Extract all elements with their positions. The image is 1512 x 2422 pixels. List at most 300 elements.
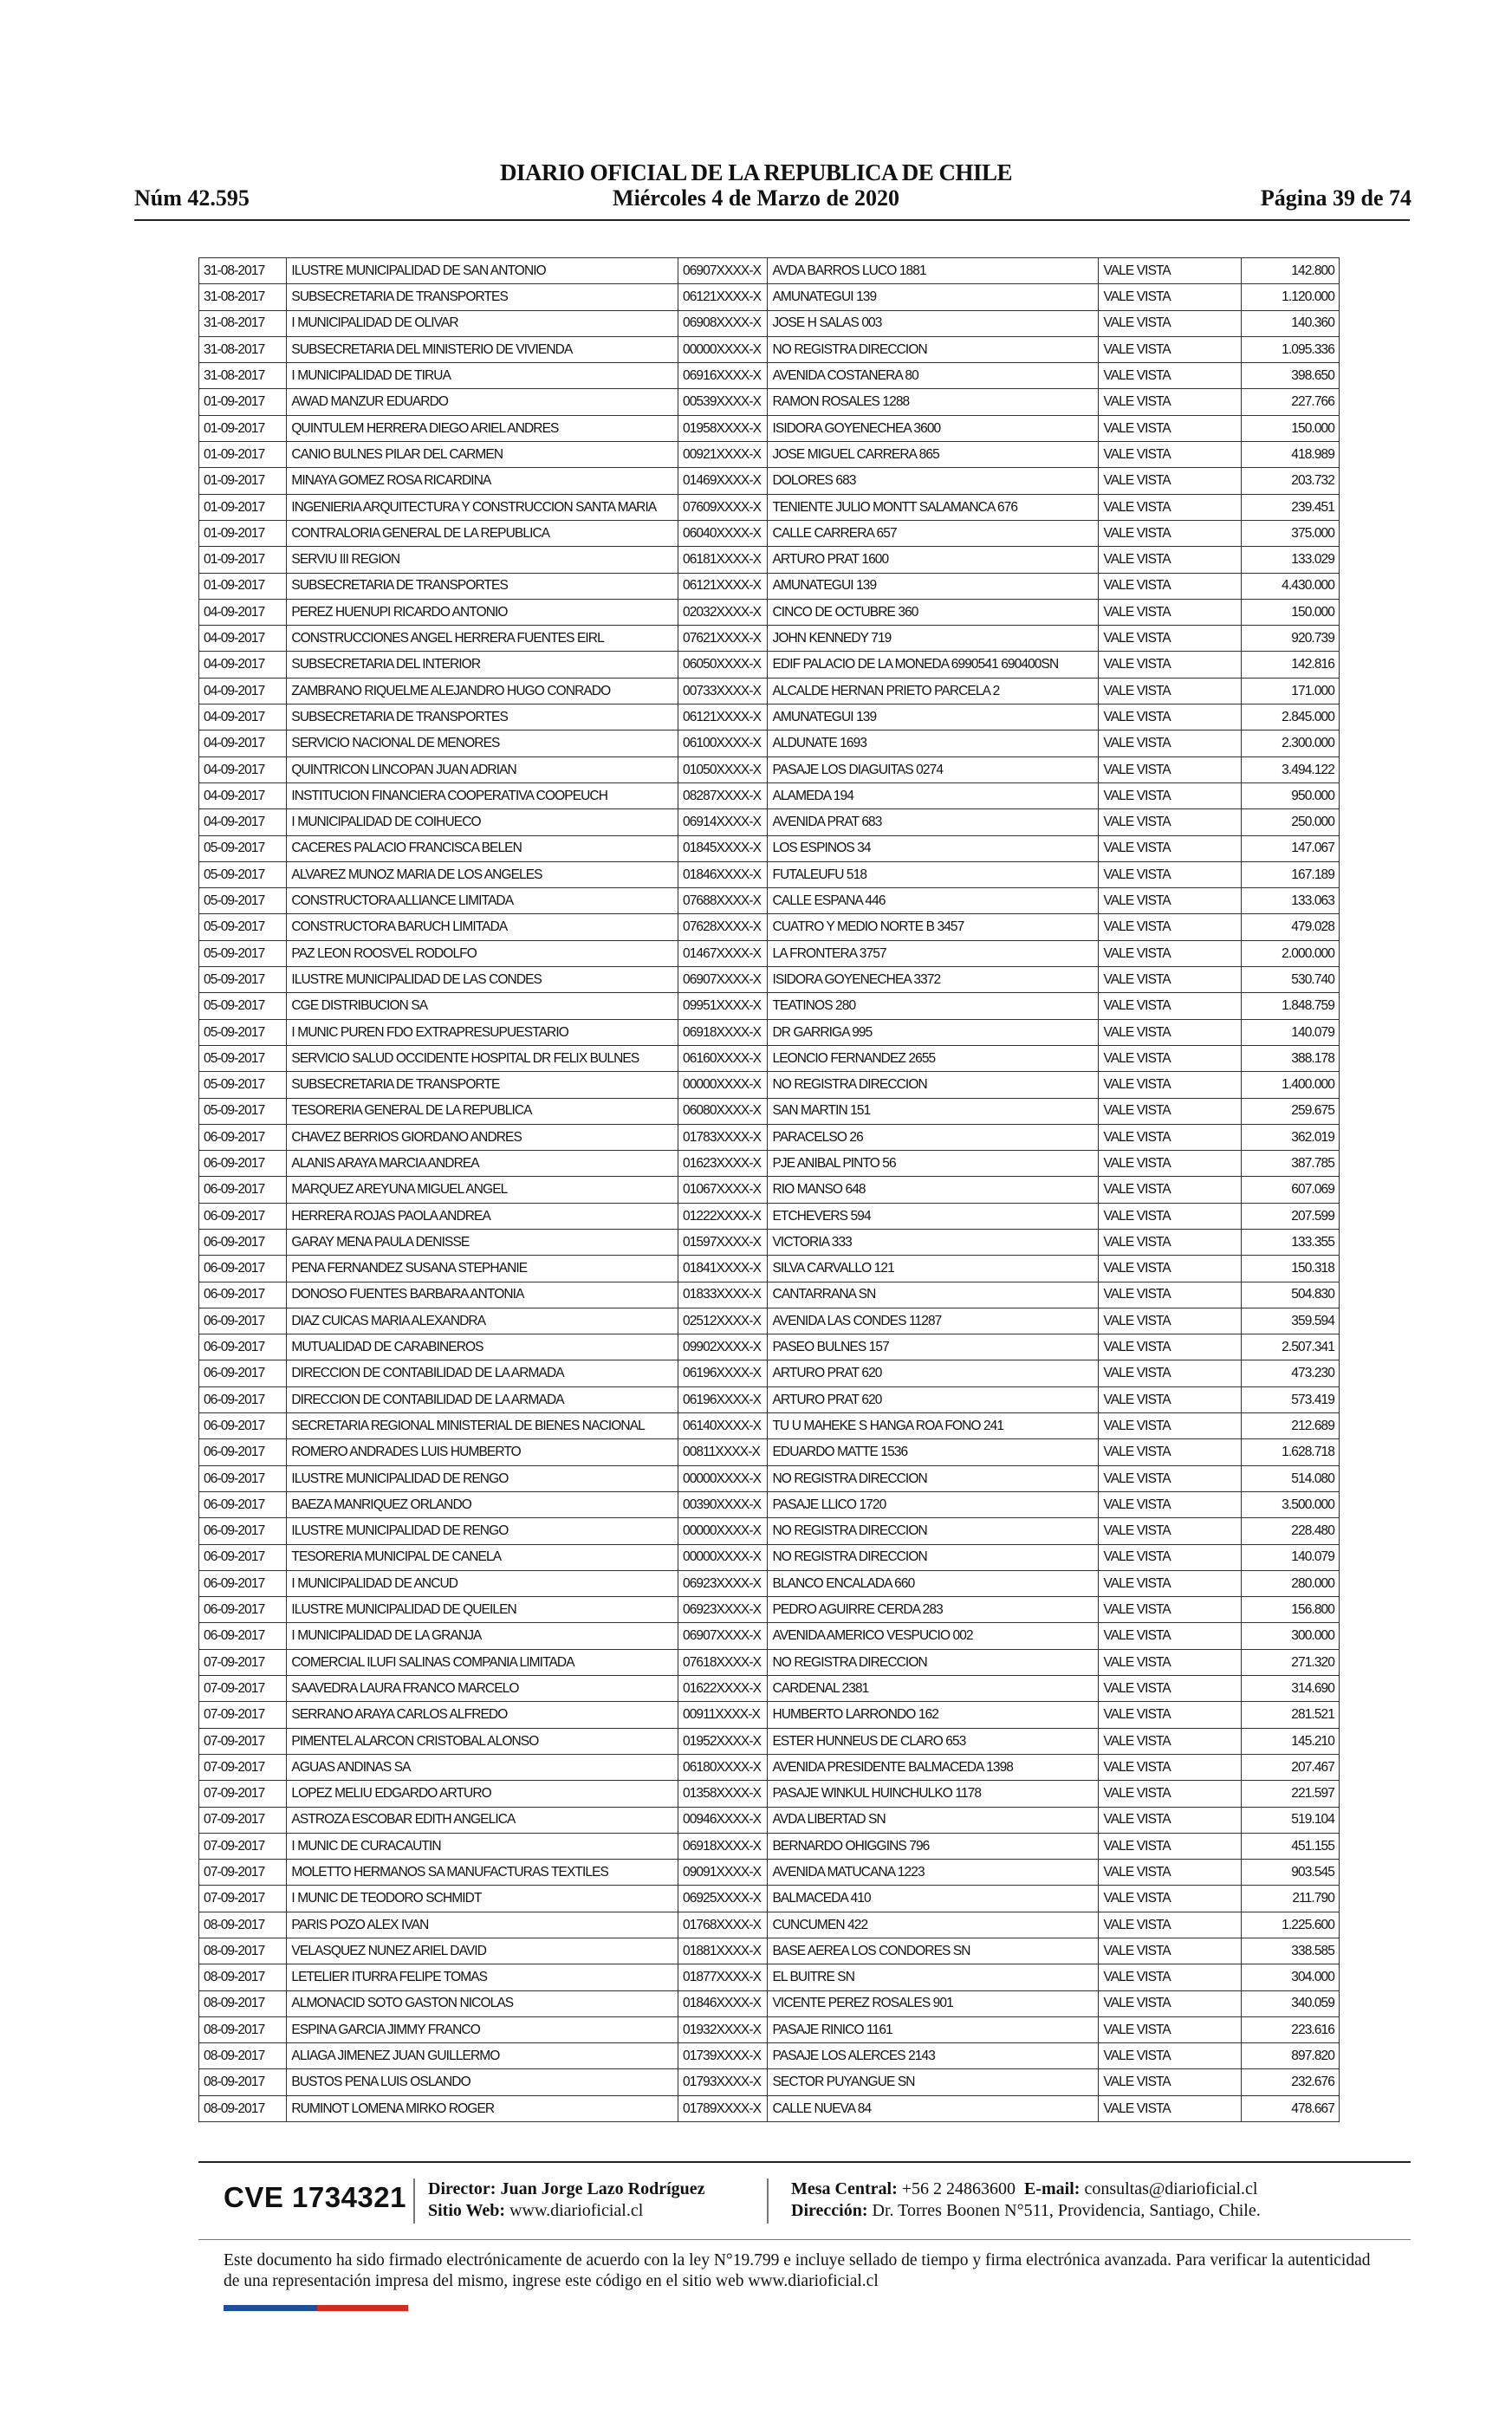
table-row <box>199 442 1340 468</box>
row-amount: 133.355 <box>1242 1229 1340 1255</box>
row-address: AVENIDA PRAT 683 <box>768 809 1099 835</box>
table-row <box>199 1754 1340 1780</box>
row-name: SUBSECRETARIA DE TRANSPORTE <box>287 1072 678 1098</box>
row-date: 01-09-2017 <box>199 573 287 599</box>
row-document-type: VALE VISTA <box>1099 1990 1242 2016</box>
row-amount: 304.000 <box>1242 1964 1340 1990</box>
table-row <box>199 494 1340 520</box>
row-rut: 01877XXXX-X <box>678 1964 767 1990</box>
row-date: 05-09-2017 <box>199 967 287 993</box>
row-amount: 150.000 <box>1242 415 1340 441</box>
row-date: 07-09-2017 <box>199 1807 287 1833</box>
row-name: ILUSTRE MUNICIPALIDAD DE SAN ANTONIO <box>287 258 678 284</box>
row-amount: 150.318 <box>1242 1256 1340 1282</box>
row-amount: 223.616 <box>1242 2016 1340 2042</box>
row-document-type: VALE VISTA <box>1099 1360 1242 1386</box>
row-rut: 00000XXXX-X <box>678 336 767 362</box>
row-address: PASAJE LOS DIAGUITAS 0274 <box>768 756 1099 782</box>
row-date: 31-08-2017 <box>199 363 287 389</box>
row-address: CINCO DE OCTUBRE 360 <box>768 599 1099 625</box>
row-amount: 140.079 <box>1242 1019 1340 1045</box>
row-date: 06-09-2017 <box>199 1518 287 1544</box>
table-row <box>199 678 1340 704</box>
row-document-type: VALE VISTA <box>1099 1151 1242 1177</box>
row-address: EDIF PALACIO DE LA MONEDA 6990541 690400SN <box>768 652 1099 678</box>
table-row <box>199 1203 1340 1229</box>
table-row <box>199 967 1340 993</box>
issue-number: Núm 42.595 <box>134 185 250 211</box>
row-rut: 06923XXXX-X <box>678 1597 767 1623</box>
row-document-type: VALE VISTA <box>1099 1518 1242 1544</box>
row-date: 06-09-2017 <box>199 1570 287 1596</box>
row-name: I MUNICIPALIDAD DE ANCUD <box>287 1570 678 1596</box>
table-row <box>199 1544 1340 1570</box>
row-document-type: VALE VISTA <box>1099 1597 1242 1623</box>
row-address: ESTER HUNNEUS DE CLARO 653 <box>768 1728 1099 1754</box>
row-document-type: VALE VISTA <box>1099 1439 1242 1465</box>
row-amount: 375.000 <box>1242 520 1340 546</box>
row-name: VELASQUEZ NUNEZ ARIEL DAVID <box>287 1938 678 1964</box>
table-row <box>199 1623 1340 1649</box>
row-rut: 01845XXXX-X <box>678 835 767 861</box>
row-rut: 00921XXXX-X <box>678 442 767 468</box>
row-rut: 01358XXXX-X <box>678 1781 767 1807</box>
row-document-type: VALE VISTA <box>1099 599 1242 625</box>
row-name: ILUSTRE MUNICIPALIDAD DE RENGO <box>287 1518 678 1544</box>
row-rut: 01846XXXX-X <box>678 861 767 887</box>
row-rut: 06916XXXX-X <box>678 363 767 389</box>
row-rut: 06080XXXX-X <box>678 1098 767 1124</box>
row-date: 04-09-2017 <box>199 730 287 756</box>
row-name: HERRERA ROJAS PAOLA ANDREA <box>287 1203 678 1229</box>
row-name: RUMINOT LOMENA MIRKO ROGER <box>287 2095 678 2121</box>
row-name: SECRETARIA REGIONAL MINISTERIAL DE BIENES NACIONAL <box>287 1413 678 1439</box>
row-address: RIO MANSO 648 <box>768 1177 1099 1203</box>
row-rut: 06140XXXX-X <box>678 1413 767 1439</box>
row-rut: 06918XXXX-X <box>678 1833 767 1859</box>
row-amount: 504.830 <box>1242 1282 1340 1308</box>
row-rut: 01739XXXX-X <box>678 2043 767 2069</box>
row-amount: 239.451 <box>1242 494 1340 520</box>
row-date: 05-09-2017 <box>199 993 287 1019</box>
row-rut: 01067XXXX-X <box>678 1177 767 1203</box>
row-address: ALCALDE HERNAN PRIETO PARCELA 2 <box>768 678 1099 704</box>
row-address: AMUNATEGUI 139 <box>768 573 1099 599</box>
row-document-type: VALE VISTA <box>1099 547 1242 573</box>
table-row <box>199 1045 1340 1071</box>
row-document-type: VALE VISTA <box>1099 1781 1242 1807</box>
table-row <box>199 363 1340 389</box>
row-rut: 01881XXXX-X <box>678 1938 767 1964</box>
table-row <box>199 914 1340 940</box>
row-address: SAN MARTIN 151 <box>768 1098 1099 1124</box>
row-document-type: VALE VISTA <box>1099 1833 1242 1859</box>
row-name: SERVIU III REGION <box>287 547 678 573</box>
row-date: 06-09-2017 <box>199 1203 287 1229</box>
row-address: AVENIDA MATUCANA 1223 <box>768 1860 1099 1886</box>
row-date: 31-08-2017 <box>199 310 287 336</box>
row-document-type: VALE VISTA <box>1099 1728 1242 1754</box>
flag-stripe-blue <box>224 2305 317 2311</box>
email-link[interactable]: consultas@diarioficial.cl <box>1084 2179 1258 2198</box>
row-address: CALLE NUEVA 84 <box>768 2095 1099 2121</box>
row-name: QUINTULEM HERRERA DIEGO ARIEL ANDRES <box>287 415 678 441</box>
row-document-type: VALE VISTA <box>1099 468 1242 494</box>
row-address: HUMBERTO LARRONDO 162 <box>768 1702 1099 1728</box>
row-address: AVENIDA AMERICO VESPUCIO 002 <box>768 1623 1099 1649</box>
row-name: I MUNICIPALIDAD DE LA GRANJA <box>287 1623 678 1649</box>
row-document-type: VALE VISTA <box>1099 1229 1242 1255</box>
row-name: QUINTRICON LINCOPAN JUAN ADRIAN <box>287 756 678 782</box>
row-date: 01-09-2017 <box>199 520 287 546</box>
row-document-type: VALE VISTA <box>1099 1308 1242 1334</box>
table-row <box>199 835 1340 861</box>
row-date: 08-09-2017 <box>199 1938 287 1964</box>
row-rut: 01789XXXX-X <box>678 2095 767 2121</box>
row-amount: 1.120.000 <box>1242 284 1340 310</box>
row-document-type: VALE VISTA <box>1099 2016 1242 2042</box>
row-date: 06-09-2017 <box>199 1544 287 1570</box>
row-address: EL BUITRE SN <box>768 1964 1099 1990</box>
row-document-type: VALE VISTA <box>1099 678 1242 704</box>
row-date: 06-09-2017 <box>199 1124 287 1150</box>
row-address: AVENIDA PRESIDENTE BALMACEDA 1398 <box>768 1754 1099 1780</box>
row-address: AVDA BARROS LUCO 1881 <box>768 258 1099 284</box>
table-row <box>199 1360 1340 1386</box>
row-rut: 06196XXXX-X <box>678 1386 767 1412</box>
row-date: 04-09-2017 <box>199 756 287 782</box>
row-amount: 140.360 <box>1242 310 1340 336</box>
row-name: CONSTRUCCIONES ANGEL HERRERA FUENTES EIRL <box>287 626 678 652</box>
row-amount: 2.507.341 <box>1242 1334 1340 1360</box>
table-row <box>199 626 1340 652</box>
row-name: SUBSECRETARIA DEL INTERIOR <box>287 652 678 678</box>
row-document-type: VALE VISTA <box>1099 1045 1242 1071</box>
row-address: AVDA LIBERTAD SN <box>768 1807 1099 1833</box>
row-date: 04-09-2017 <box>199 626 287 652</box>
row-rut: 07621XXXX-X <box>678 626 767 652</box>
row-rut: 01622XXXX-X <box>678 1676 767 1702</box>
row-name: ALIAGA JIMENEZ JUAN GUILLERMO <box>287 2043 678 2069</box>
row-document-type: VALE VISTA <box>1099 284 1242 310</box>
table-row <box>199 573 1340 599</box>
row-name: MOLETTO HERMANOS SA MANUFACTURAS TEXTILES <box>287 1860 678 1886</box>
row-name: BUSTOS PENA LUIS OSLANDO <box>287 2069 678 2095</box>
row-rut: 00000XXXX-X <box>678 1072 767 1098</box>
row-name: PAZ LEON ROOSVEL RODOLFO <box>287 940 678 966</box>
row-rut: 02512XXXX-X <box>678 1308 767 1334</box>
row-name: DONOSO FUENTES BARBARA ANTONIA <box>287 1282 678 1308</box>
table-row <box>199 1807 1340 1833</box>
row-name: I MUNICIPALIDAD DE COIHUECO <box>287 809 678 835</box>
row-document-type: VALE VISTA <box>1099 1491 1242 1517</box>
row-document-type: VALE VISTA <box>1099 1019 1242 1045</box>
table-row <box>199 809 1340 835</box>
address-label: Dirección: <box>791 2201 868 2220</box>
row-rut: 00811XXXX-X <box>678 1439 767 1465</box>
row-amount: 2.845.000 <box>1242 705 1340 730</box>
table-row <box>199 782 1340 808</box>
row-document-type: VALE VISTA <box>1099 573 1242 599</box>
row-document-type: VALE VISTA <box>1099 520 1242 546</box>
website-link[interactable]: www.diarioficial.cl <box>509 2201 644 2220</box>
row-rut: 00946XXXX-X <box>678 1807 767 1833</box>
table-row <box>199 1229 1340 1255</box>
page-counter: Página 39 de 74 <box>1260 185 1411 211</box>
row-amount: 418.989 <box>1242 442 1340 468</box>
row-address: NO REGISTRA DIRECCION <box>768 1649 1099 1675</box>
row-address: PASEO BULNES 157 <box>768 1334 1099 1360</box>
row-date: 07-09-2017 <box>199 1833 287 1859</box>
row-amount: 211.790 <box>1242 1886 1340 1912</box>
row-amount: 478.667 <box>1242 2095 1340 2121</box>
row-name: ILUSTRE MUNICIPALIDAD DE LAS CONDES <box>287 967 678 993</box>
row-rut: 00000XXXX-X <box>678 1544 767 1570</box>
row-rut: 06040XXXX-X <box>678 520 767 546</box>
row-name: AWAD MANZUR EDUARDO <box>287 389 678 415</box>
row-name: MUTUALIDAD DE CARABINEROS <box>287 1334 678 1360</box>
table-row <box>199 1098 1340 1124</box>
table-row <box>199 599 1340 625</box>
row-date: 05-09-2017 <box>199 1045 287 1071</box>
row-amount: 362.019 <box>1242 1124 1340 1150</box>
row-address: ARTURO PRAT 620 <box>768 1386 1099 1412</box>
row-date: 06-09-2017 <box>199 1282 287 1308</box>
row-date: 05-09-2017 <box>199 914 287 940</box>
row-amount: 473.230 <box>1242 1360 1340 1386</box>
row-date: 06-09-2017 <box>199 1413 287 1439</box>
row-address: SILVA CARVALLO 121 <box>768 1256 1099 1282</box>
row-date: 01-09-2017 <box>199 494 287 520</box>
table-row <box>199 1439 1340 1465</box>
row-address: BALMACEDA 410 <box>768 1886 1099 1912</box>
row-name: I MUNIC DE TEODORO SCHMIDT <box>287 1886 678 1912</box>
row-address: CARDENAL 2381 <box>768 1676 1099 1702</box>
row-rut: 01222XXXX-X <box>678 1203 767 1229</box>
mesa-label: Mesa Central: <box>791 2179 898 2198</box>
table-row <box>199 1649 1340 1675</box>
table-row <box>199 2043 1340 2069</box>
row-rut: 01833XXXX-X <box>678 1282 767 1308</box>
row-date: 04-09-2017 <box>199 599 287 625</box>
row-date: 05-09-2017 <box>199 1019 287 1045</box>
row-rut: 01467XXXX-X <box>678 940 767 966</box>
row-date: 07-09-2017 <box>199 1754 287 1780</box>
row-name: CONTRALORIA GENERAL DE LA REPUBLICA <box>287 520 678 546</box>
row-amount: 1.400.000 <box>1242 1072 1340 1098</box>
row-amount: 3.500.000 <box>1242 1491 1340 1517</box>
row-rut: 01841XXXX-X <box>678 1256 767 1282</box>
director-label: Director: <box>428 2179 496 2198</box>
row-rut: 00911XXXX-X <box>678 1702 767 1728</box>
gazette-title: DIARIO OFICIAL DE LA REPUBLICA DE CHILE <box>499 159 1013 185</box>
row-date: 07-09-2017 <box>199 1676 287 1702</box>
row-name: SUBSECRETARIA DE TRANSPORTES <box>287 284 678 310</box>
row-amount: 203.732 <box>1242 468 1340 494</box>
row-address: TENIENTE JULIO MONTT SALAMANCA 676 <box>768 494 1099 520</box>
table-row <box>199 389 1340 415</box>
row-document-type: VALE VISTA <box>1099 782 1242 808</box>
row-name: INGENIERIA ARQUITECTURA Y CONSTRUCCION SANTA MARIA <box>287 494 678 520</box>
row-address: ALDUNATE 1693 <box>768 730 1099 756</box>
row-document-type: VALE VISTA <box>1099 1570 1242 1596</box>
row-rut: 06907XXXX-X <box>678 258 767 284</box>
table-row <box>199 1597 1340 1623</box>
table-row <box>199 310 1340 336</box>
address-line <box>791 2201 1261 2221</box>
row-amount: 300.000 <box>1242 1623 1340 1649</box>
table-row <box>199 1676 1340 1702</box>
row-date: 06-09-2017 <box>199 1465 287 1491</box>
row-amount: 156.800 <box>1242 1597 1340 1623</box>
table-row <box>199 1912 1340 1938</box>
row-name: ZAMBRANO RIQUELME ALEJANDRO HUGO CONRADO <box>287 678 678 704</box>
row-document-type: VALE VISTA <box>1099 2043 1242 2069</box>
row-document-type: VALE VISTA <box>1099 1544 1242 1570</box>
footer-divider <box>198 2161 1411 2163</box>
table-row <box>199 1491 1340 1517</box>
row-name: SERVICIO NACIONAL DE MENORES <box>287 730 678 756</box>
row-date: 07-09-2017 <box>199 1781 287 1807</box>
row-name: COMERCIAL ILUFI SALINAS COMPANIA LIMITADA <box>287 1649 678 1675</box>
row-rut: 06121XXXX-X <box>678 573 767 599</box>
row-rut: 09951XXXX-X <box>678 993 767 1019</box>
row-date: 08-09-2017 <box>199 1964 287 1990</box>
row-amount: 171.000 <box>1242 678 1340 704</box>
row-document-type: VALE VISTA <box>1099 1702 1242 1728</box>
row-date: 06-09-2017 <box>199 1334 287 1360</box>
row-document-type: VALE VISTA <box>1099 1676 1242 1702</box>
row-address: CALLE ESPANA 446 <box>768 888 1099 914</box>
row-amount: 142.816 <box>1242 652 1340 678</box>
row-amount: 387.785 <box>1242 1151 1340 1177</box>
row-rut: 06180XXXX-X <box>678 1754 767 1780</box>
table-row <box>199 1570 1340 1596</box>
table-row <box>199 1282 1340 1308</box>
row-document-type: VALE VISTA <box>1099 442 1242 468</box>
row-rut: 06196XXXX-X <box>678 1360 767 1386</box>
row-rut: 01793XXXX-X <box>678 2069 767 2095</box>
row-rut: 06925XXXX-X <box>678 1886 767 1912</box>
row-date: 06-09-2017 <box>199 1386 287 1412</box>
row-address: PARACELSO 26 <box>768 1124 1099 1150</box>
table-row <box>199 940 1340 966</box>
row-document-type: VALE VISTA <box>1099 914 1242 940</box>
row-amount: 530.740 <box>1242 967 1340 993</box>
row-address: PJE ANIBAL PINTO 56 <box>768 1151 1099 1177</box>
row-address: LEONCIO FERNANDEZ 2655 <box>768 1045 1099 1071</box>
row-date: 07-09-2017 <box>199 1728 287 1754</box>
row-date: 06-09-2017 <box>199 1360 287 1386</box>
table-row <box>199 1334 1340 1360</box>
row-date: 05-09-2017 <box>199 861 287 887</box>
table-row <box>199 2095 1340 2121</box>
row-rut: 00539XXXX-X <box>678 389 767 415</box>
row-name: MARQUEZ AREYUNA MIGUEL ANGEL <box>287 1177 678 1203</box>
mesa-phone: +56 2 24863600 <box>901 2179 1016 2198</box>
row-document-type: VALE VISTA <box>1099 494 1242 520</box>
row-date: 08-09-2017 <box>199 1912 287 1938</box>
row-amount: 2.300.000 <box>1242 730 1340 756</box>
row-rut: 06918XXXX-X <box>678 1019 767 1045</box>
table-row <box>199 888 1340 914</box>
row-rut: 06914XXXX-X <box>678 809 767 835</box>
row-address: NO REGISTRA DIRECCION <box>768 1072 1099 1098</box>
row-date: 06-09-2017 <box>199 1308 287 1334</box>
row-name: CANIO BULNES PILAR DEL CARMEN <box>287 442 678 468</box>
row-date: 06-09-2017 <box>199 1229 287 1255</box>
row-address: PASAJE LLICO 1720 <box>768 1491 1099 1517</box>
row-address: CANTARRANA SN <box>768 1282 1099 1308</box>
row-amount: 147.067 <box>1242 835 1340 861</box>
row-name: DIRECCION DE CONTABILIDAD DE LA ARMADA <box>287 1360 678 1386</box>
row-address: AMUNATEGUI 139 <box>768 705 1099 730</box>
table-row <box>199 1019 1340 1045</box>
row-name: CGE DISTRIBUCION SA <box>287 993 678 1019</box>
row-document-type: VALE VISTA <box>1099 1124 1242 1150</box>
row-document-type: VALE VISTA <box>1099 1334 1242 1360</box>
row-document-type: VALE VISTA <box>1099 1177 1242 1203</box>
row-document-type: VALE VISTA <box>1099 626 1242 652</box>
row-name: I MUNIC DE CURACAUTIN <box>287 1833 678 1859</box>
row-amount: 338.585 <box>1242 1938 1340 1964</box>
row-name: CONSTRUCTORA BARUCH LIMITADA <box>287 914 678 940</box>
row-rut: 06121XXXX-X <box>678 284 767 310</box>
row-document-type: VALE VISTA <box>1099 756 1242 782</box>
table-row <box>199 993 1340 1019</box>
row-address: LOS ESPINOS 34 <box>768 835 1099 861</box>
row-document-type: VALE VISTA <box>1099 1860 1242 1886</box>
row-address: PEDRO AGUIRRE CERDA 283 <box>768 1597 1099 1623</box>
row-date: 08-09-2017 <box>199 1990 287 2016</box>
row-amount: 280.000 <box>1242 1570 1340 1596</box>
row-name: I MUNIC PUREN FDO EXTRAPRESUPUESTARIO <box>287 1019 678 1045</box>
row-name: ALVAREZ MUNOZ MARIA DE LOS ANGELES <box>287 861 678 887</box>
row-address: ARTURO PRAT 620 <box>768 1360 1099 1386</box>
table-row <box>199 1308 1340 1334</box>
legal-notice: Este documento ha sido firmado electrónicamente de acuerdo con la ley N°19.799 e incluye sellado de tiempo y firma electrónica avanzada. Para verificar la autenticidad de una representación impresa del mismo, ingrese este código en el sitio web www.diarioficial.cl <box>224 2251 1371 2290</box>
row-date: 04-09-2017 <box>199 809 287 835</box>
row-date: 31-08-2017 <box>199 336 287 362</box>
director-line <box>428 2179 705 2199</box>
table-row <box>199 1256 1340 1282</box>
row-name: CACERES PALACIO FRANCISCA BELEN <box>287 835 678 861</box>
table-row <box>199 1413 1340 1439</box>
row-address: VICTORIA 333 <box>768 1229 1099 1255</box>
row-name: DIAZ CUICAS MARIA ALEXANDRA <box>287 1308 678 1334</box>
row-name: SUBSECRETARIA DE TRANSPORTES <box>287 573 678 599</box>
row-document-type: VALE VISTA <box>1099 1807 1242 1833</box>
row-name: PEREZ HUENUPI RICARDO ANTONIO <box>287 599 678 625</box>
row-name: MINAYA GOMEZ ROSA RICARDINA <box>287 468 678 494</box>
row-rut: 07618XXXX-X <box>678 1649 767 1675</box>
row-document-type: VALE VISTA <box>1099 730 1242 756</box>
row-name: SERVICIO SALUD OCCIDENTE HOSPITAL DR FELIX BULNES <box>287 1045 678 1071</box>
row-rut: 06100XXXX-X <box>678 730 767 756</box>
row-date: 05-09-2017 <box>199 940 287 966</box>
flag-stripe-red <box>317 2305 408 2311</box>
row-document-type: VALE VISTA <box>1099 2069 1242 2095</box>
row-document-type: VALE VISTA <box>1099 2095 1242 2121</box>
row-date: 06-09-2017 <box>199 1256 287 1282</box>
website-label: Sitio Web: <box>428 2201 506 2220</box>
row-date: 01-09-2017 <box>199 415 287 441</box>
row-document-type: VALE VISTA <box>1099 967 1242 993</box>
row-date: 06-09-2017 <box>199 1491 287 1517</box>
row-address: LA FRONTERA 3757 <box>768 940 1099 966</box>
row-date: 01-09-2017 <box>199 389 287 415</box>
row-address: ARTURO PRAT 1600 <box>768 547 1099 573</box>
